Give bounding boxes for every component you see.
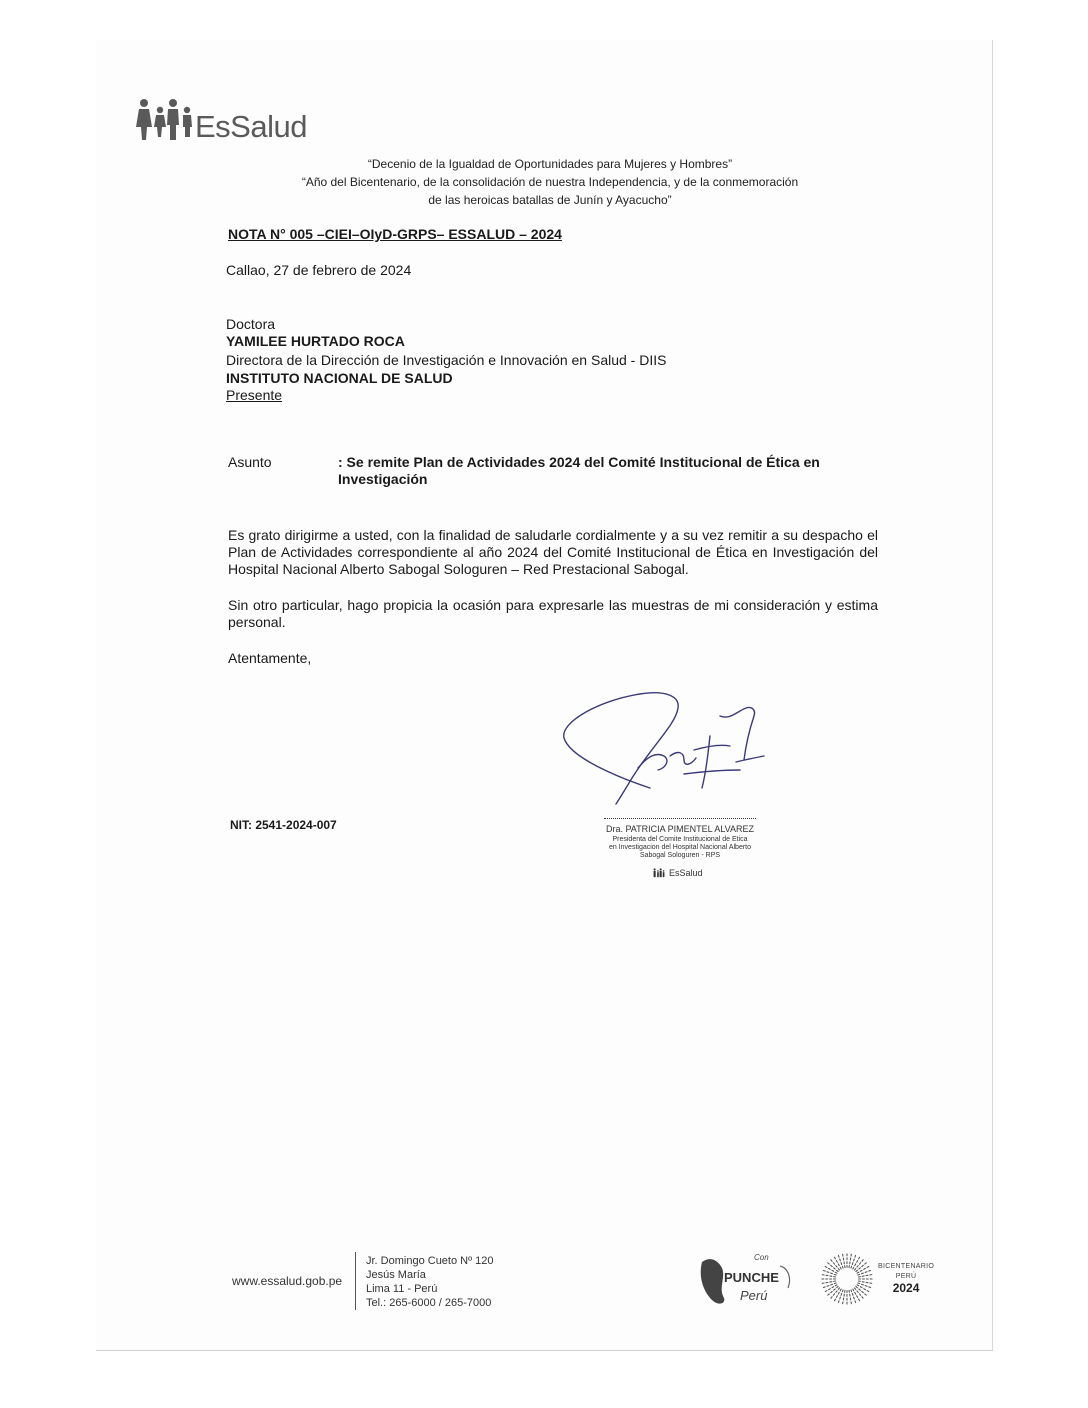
stamp-logo-text: EsSalud — [669, 868, 703, 878]
sunburst-ray — [858, 1281, 871, 1283]
footer-address — [366, 1254, 494, 1310]
bicentenario-year: 2024 — [892, 1281, 920, 1295]
recipient-presente: Presente — [226, 387, 283, 403]
note-reference: NOTA N° 005 –CIEI–OIyD-GRPS– ESSALUD – 2024 — [228, 226, 562, 242]
handwritten-signature — [560, 686, 770, 806]
stamp-essalud-logo — [651, 868, 703, 878]
letter-date: Callao, 27 de febrero de 2024 — [226, 262, 412, 278]
subject-text: : Se remite Plan de Actividades 2024 del Comité Institucional de Ética en Investigación — [338, 454, 820, 487]
motto-line-1: “Decenio de la Igualdad de Oportunidades para Mujeres y Hombres” — [367, 157, 733, 171]
footer-address-line-3: Lima 11 - Perú — [366, 1283, 438, 1295]
sunburst-ray — [858, 1275, 871, 1277]
sunburst-ray — [823, 1270, 836, 1275]
footer-address-line-1: Jr. Domingo Cueto Nº 120 — [366, 1255, 494, 1267]
footer-address-line-2: Jesús María — [366, 1269, 426, 1281]
motto-line-2: “Año del Bicentenario, de la consolidación de nuestra Independencia, y de la conmemoración — [301, 175, 799, 189]
sunburst-ray — [858, 1283, 871, 1288]
footer-address-line-4: Tel.: 265-6000 / 265-7000 — [366, 1297, 492, 1309]
signer-name: Dra. PATRICIA PIMENTEL ALVAREZ — [605, 824, 755, 834]
sunburst-ray — [843, 1290, 845, 1303]
body-paragraph-1: Es grato dirigirme a usted, con la finalidad de saludarle cordialmente y a su vez remitir a su despacho el Plan de Actividades correspondiente al año 2024 del Comité Institucional de Ética en Investigación del Hospital Nacional Alberto Sabogal Sologuren – Red Prestacional Sabogal. — [228, 527, 878, 577]
sunburst-ray — [851, 1290, 856, 1303]
bleed-through-ghost — [480, 1128, 484, 1146]
recipient-name: YAMILEE HURTADO ROCA — [226, 333, 405, 349]
sunburst-ray — [838, 1290, 843, 1303]
sunburst-ray — [838, 1255, 843, 1268]
sunburst-ray — [843, 1254, 845, 1267]
punche-peru-text: Perú — [740, 1288, 768, 1303]
bicentenario-line-1: BICENTENARIO — [878, 1263, 935, 1270]
signer-title-line-1: Presidenta del Comite Institucional de Etica — [612, 836, 748, 843]
essalud-logo — [135, 96, 307, 144]
recipient-position: Directora de la Dirección de Investigación e Innovación en Salud - DIIS — [226, 352, 667, 368]
footer-website: www.essalud.gob.pe — [232, 1274, 343, 1288]
signer-title-line-3: Sabogal Sologuren - RPS — [639, 852, 721, 859]
bicentenario-sunburst-icon — [818, 1250, 876, 1308]
body-paragraph-2: Sin otro particular, hago propicia la ocasión para expresarle las muestras de mi consideración y estima personal. — [228, 597, 878, 630]
sunburst-ray — [851, 1255, 856, 1268]
recipient-institution: INSTITUTO NACIONAL DE SALUD — [226, 370, 453, 386]
subject-label: Asunto — [228, 454, 272, 470]
sunburst-ray — [823, 1283, 836, 1288]
bicentenario-line-2: PERÚ — [895, 1273, 917, 1280]
bicentenario-logo-text — [878, 1262, 934, 1295]
con-punche-peru-logo — [696, 1248, 800, 1310]
punche-con-text: Con — [754, 1253, 769, 1262]
motto-line-3: de las heroicas batallas de Junín y Ayacucho” — [428, 193, 672, 207]
signer-title-line-2: en Investigacion del Hospital Nacional Alberto — [608, 844, 752, 851]
sunburst-ray — [858, 1270, 871, 1275]
sunburst-ray — [849, 1290, 851, 1303]
sunburst-ray — [822, 1275, 835, 1277]
punche-main-text: PUNCHE — [724, 1270, 779, 1285]
family-figures-icon — [135, 96, 195, 144]
sunburst-ray — [822, 1281, 835, 1283]
recipient-salutation: Doctora — [226, 316, 276, 332]
sunburst-ray — [849, 1254, 851, 1267]
signature-line — [604, 818, 756, 819]
footer-divider — [355, 1252, 356, 1310]
nit-number: NIT: 2541-2024-007 — [230, 818, 337, 832]
closing-line: Atentamente, — [228, 650, 312, 666]
logo-wordmark: EsSalud — [195, 109, 307, 144]
family-figures-icon — [651, 868, 667, 878]
